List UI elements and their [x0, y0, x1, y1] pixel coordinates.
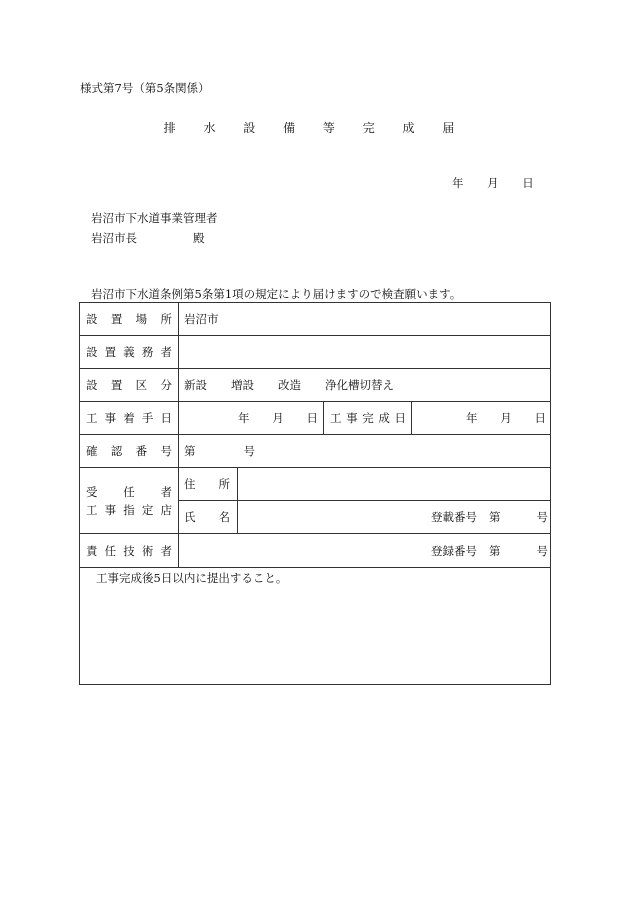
category-modify[interactable]: 改造	[278, 378, 301, 392]
document-title: 排 水 設 備 等 完 成 届	[163, 121, 467, 135]
category-expand[interactable]: 増設	[231, 378, 254, 392]
completion-form-table	[79, 302, 551, 685]
addressee-honorific: 殿	[193, 231, 205, 245]
category-septic-switch[interactable]: 浄化槽切替え	[325, 378, 394, 392]
engineer-registration[interactable]: 登録番号 第 号	[431, 543, 548, 558]
completion-date-label: 工 事 完 成 日	[330, 411, 406, 425]
obligor-label: 設 置 義 務 者	[86, 345, 172, 359]
contractor-registration[interactable]: 登載番号 第 号	[431, 510, 548, 524]
contractor-label-line-1: 受 任 者	[86, 484, 172, 499]
submission-note: 工事完成後5日以内に提出すること。	[96, 571, 288, 585]
contractor-label-line-2: 工 事 指 定 店	[86, 502, 172, 517]
confirm-number-value[interactable]: 第 号	[184, 444, 255, 458]
addressee-line-2	[91, 230, 205, 246]
completion-date-value[interactable]: 年 月 日	[466, 411, 546, 425]
statement-text: 岩沼市下水道条例第5条第1項の規定により届けますので検査願います。	[91, 287, 462, 301]
location-value: 岩沼市	[184, 312, 219, 326]
engineer-label: 責 任 技 術 者	[86, 543, 172, 558]
contractor-label	[86, 468, 172, 533]
start-date-value[interactable]: 年 月 日	[238, 411, 318, 425]
submission-date: 年 月 日	[452, 176, 534, 190]
category-options	[184, 369, 394, 401]
confirm-number-label: 確 認 番 号	[86, 444, 172, 458]
category-label: 設 置 区 分	[86, 378, 172, 392]
form-number: 様式第7号（第5条関係）	[80, 81, 210, 95]
obligor-value[interactable]	[184, 336, 544, 368]
address-value[interactable]	[242, 468, 544, 500]
category-new[interactable]: 新設	[184, 378, 207, 392]
start-date-label: 工 事 着 手 日	[86, 411, 172, 425]
addressee-line-1: 岩沼市下水道事業管理者	[91, 211, 218, 225]
addressee-mayor: 岩沼市長	[91, 231, 137, 245]
location-label: 設 置 場 所	[86, 312, 172, 326]
name-label: 氏 名	[184, 510, 230, 524]
address-label: 住 所	[184, 477, 230, 491]
